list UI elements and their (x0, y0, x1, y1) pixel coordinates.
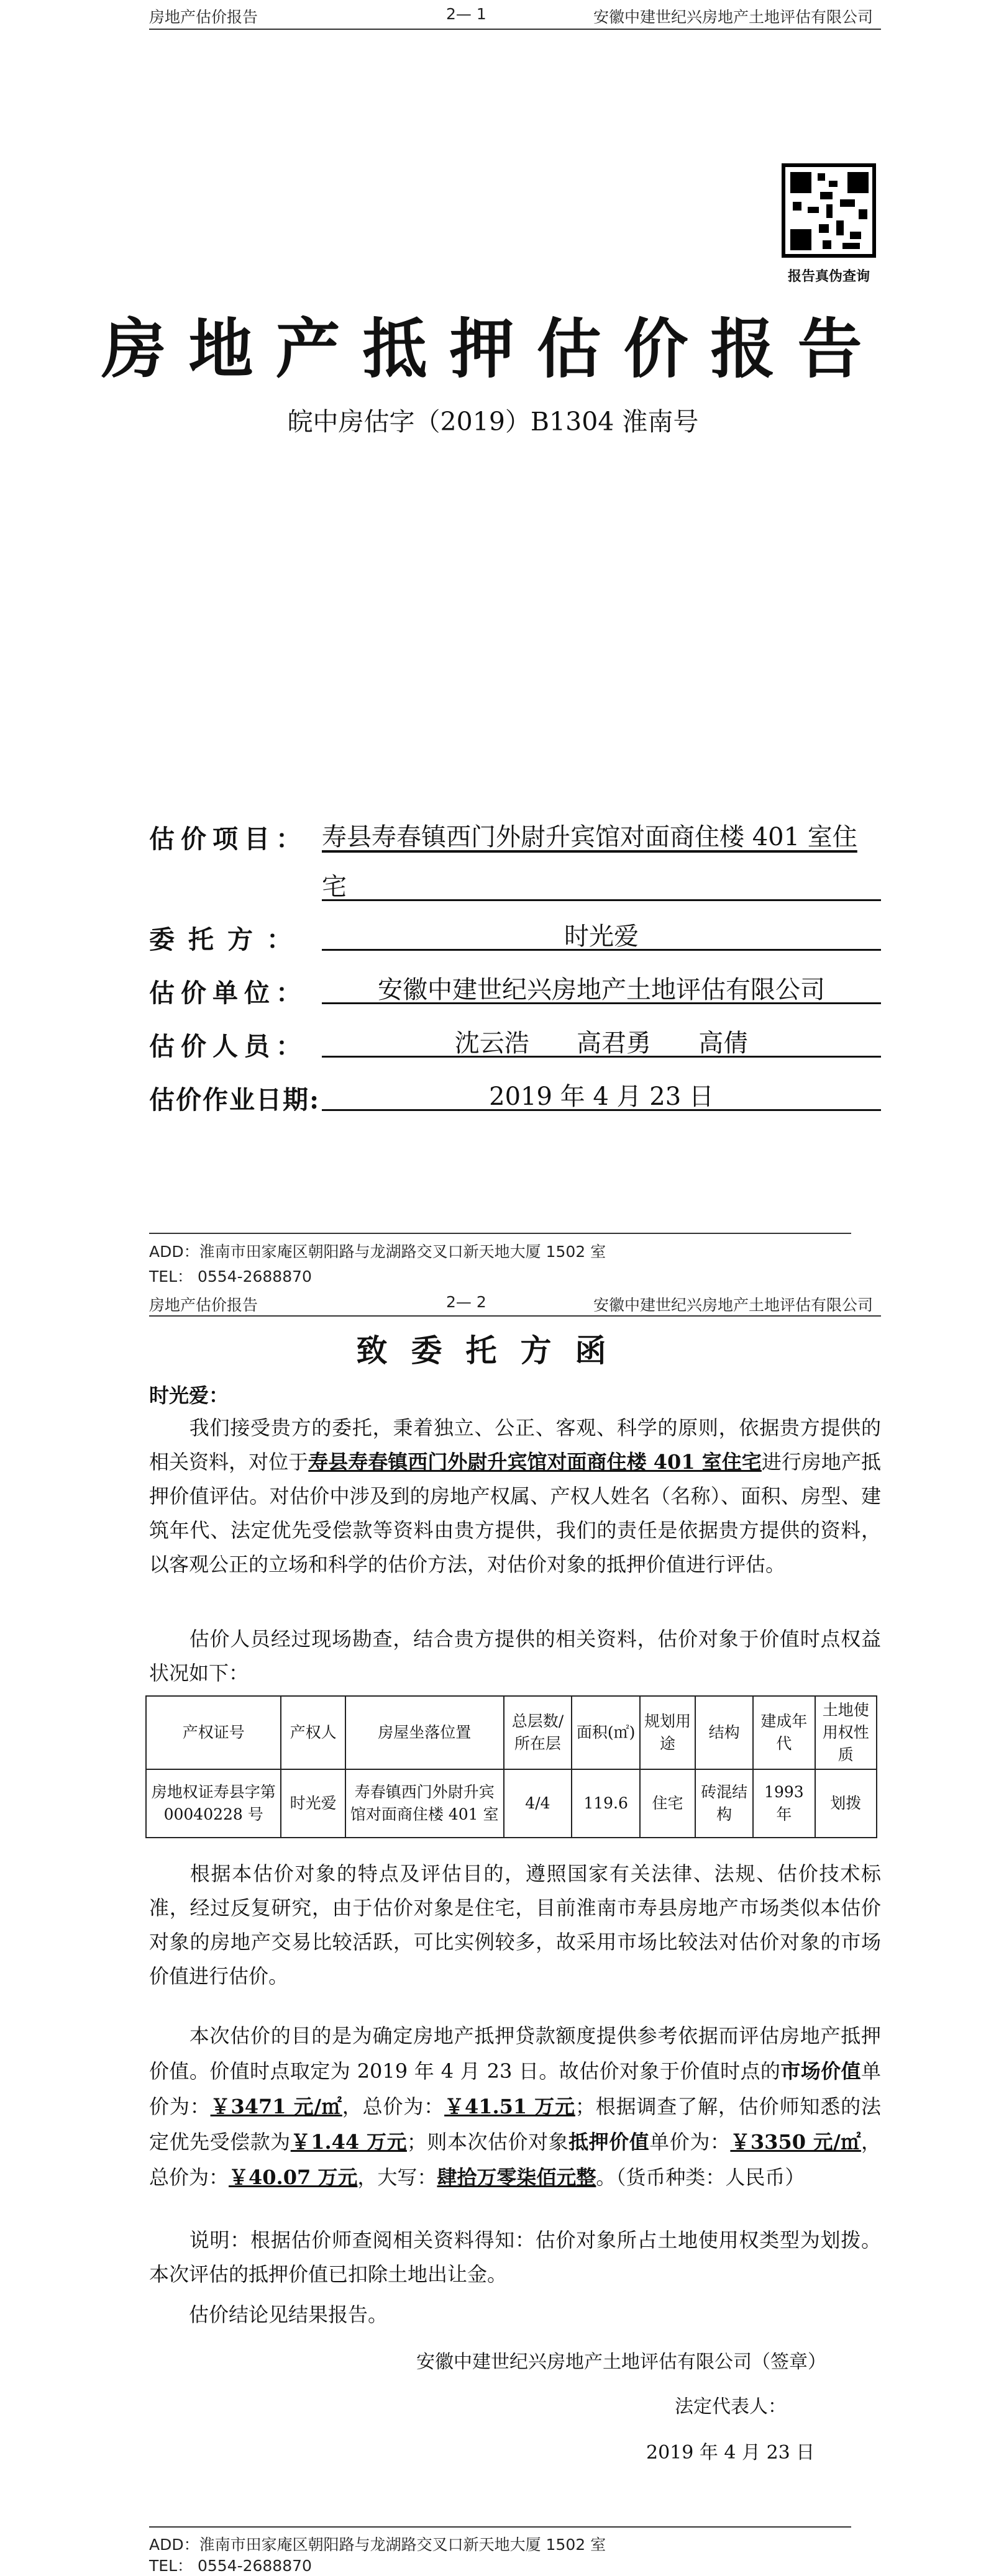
valuation-market-label: 市场价值 (780, 2059, 861, 2083)
signature-date: 2019 年 4 月 23 日 (646, 2442, 815, 2464)
table-cell-floors: 4/4 (504, 1769, 572, 1838)
valuation-mortgage-label: 抵押价值 (568, 2130, 650, 2154)
page2-header-page-number: 2— 2 (446, 1293, 486, 1311)
property-summary-table (145, 1695, 877, 1838)
field-label-appraiser-org: 估价单位： (149, 978, 308, 1008)
field-label-work-date: 估价作业日期: (149, 1085, 321, 1115)
page1-header-rule (149, 29, 881, 30)
priority-claim-amount: ￥1.44 万元 (290, 2130, 407, 2154)
field-value-appraiser-org: 安徽中建世纪兴房地产土地评估有限公司 (322, 970, 881, 1004)
page2-header-right: 安徽中建世纪兴房地产土地评估有限公司 (593, 1296, 874, 1314)
mortgage-unit-price: ￥3350 元/㎡ (730, 2130, 861, 2154)
field-value-appraisers: 沈云浩 高君勇 高倩 (322, 1023, 881, 1058)
page1-footer-tel: TEL： 0554-2688870 (149, 1268, 312, 1286)
table-cell-year: 1993 年 (753, 1769, 815, 1838)
signature-company: 安徽中建世纪兴房地产土地评估有限公司（签章） (416, 2351, 826, 2373)
table-header-cell: 产权人 (281, 1696, 345, 1769)
paragraph-intro (149, 1411, 881, 1582)
valuation-text: 单价为： (149, 2059, 881, 2118)
page1-footer-rule (149, 1233, 851, 1234)
table-header-cell: 房屋坐落位置 (345, 1696, 504, 1769)
paragraph-method-text: 根据本估价对象的特点及评估目的，遵照国家有关法律、法规、估价技术标准，经过反复研究，由于估价对象是住宅，目前淮南市寿县房地产市场类似本估价对象的房地产交易比较活跃，可比实例较多，故采用市场比较法对估价对象的市场价值进行估价。 (149, 1862, 881, 1988)
page1-footer-address: ADD：淮南市田家庵区朝阳路与龙湖路交叉口新天地大厦 1502 室 (149, 1243, 606, 1261)
paragraph-survey-text: 估价人员经过现场勘查，结合贵方提供的相关资料，估价对象于价值时点权益状况如下： (149, 1627, 881, 1685)
paragraph-survey (149, 1622, 881, 1690)
table-cell-usage: 住宅 (640, 1769, 695, 1838)
field-value-work-date: 2019 年 4 月 23 日 (322, 1077, 881, 1111)
valuation-text: ；根据调查了解，估价师知悉的法定优先受偿款为 (149, 2095, 881, 2154)
cover-title: 房地产抵押估价报告 (101, 311, 885, 387)
page2-header-left: 房地产估价报告 (149, 1296, 258, 1314)
valuation-text: ，总价为： (149, 2130, 881, 2189)
table-header-cell: 建成年代 (753, 1696, 815, 1769)
paragraph-intro-part1: 我们接受贵方的委托，秉着独立、公正、客观、科学的原则，依据贵方提供的相关资料，对位于 (149, 1416, 881, 1474)
table-header-cell: 结构 (695, 1696, 753, 1769)
qr-caption: 报告真伪查询 (787, 268, 870, 284)
paragraph-note-text: 说明：根据估价师查阅相关资料得知：估价对象所占土地使用权类型为划拨。本次评估的抵押价值已扣除土地出让金。 (149, 2228, 881, 2286)
table-cell-land-right: 划拨 (815, 1769, 877, 1838)
field-value-project-cont: 宅 (322, 867, 881, 901)
valuation-text: 单价为： (649, 2130, 731, 2154)
paragraph-note (149, 2223, 881, 2292)
table-header-cell: 总层数/所在层 (504, 1696, 572, 1769)
mortgage-total-price: ￥40.07 万元 (229, 2166, 358, 2189)
page2-footer-tel: TEL： 0554-2688870 (149, 2557, 312, 2575)
valuation-text: 本次估价的目的是为确定房地产抵押贷款额度提供参考依据而评估房地产抵押价值。价值时点取定为 2019 年 4 月 23 日。故估价对象于价值时点的 (149, 2024, 881, 2083)
paragraph-intro-address: 寿县寿春镇西门外尉升宾馆对面商住楼 401 室住宅 (308, 1450, 762, 1474)
table-cell-owner: 时光爱 (281, 1769, 345, 1838)
paragraph-method (149, 1857, 881, 1993)
field-value-project: 寿县寿春镇西门外尉升宾馆对面商住楼 401 室住 (322, 823, 857, 851)
report-number: 皖中房估字（2019）B1304 淮南号 (287, 407, 699, 437)
paragraph-valuation (149, 2018, 881, 2195)
page1-header-right: 安徽中建世纪兴房地产土地评估有限公司 (593, 8, 874, 26)
market-unit-price: ￥3471 元/㎡ (210, 2095, 342, 2118)
letter-salutation: 时光爱： (149, 1384, 229, 1407)
page2-header-rule (149, 1315, 881, 1317)
valuation-text: ；则本次估价对象 (406, 2130, 569, 2154)
page1-header-left: 房地产估价报告 (149, 8, 258, 26)
table-header-cell: 面积(㎡) (572, 1696, 640, 1769)
letter-title: 致委托方函 (356, 1332, 630, 1369)
table-cell-area: 119.6 (572, 1769, 640, 1838)
paragraph-intro-part2: 进行房地产抵押价值评估。对估价中涉及到的房地产权属、产权人姓名（名称）、面积、房型、建筑年代、法定优先受偿款等资料由贵方提供，我们的责任是依据贵方提供的资料，以客观公正的立场和科学的估价方法，对估价对象的抵押价值进行评估。 (149, 1450, 881, 1576)
page1-header-page-number: 2— 1 (446, 5, 486, 23)
mortgage-total-in-words: 肆拾万零柒佰元整 (437, 2166, 596, 2189)
table-cell-cert-no: 房地权证寿县字第00040228 号 (146, 1769, 281, 1838)
signature-legal-rep: 法定代表人： (675, 2396, 787, 2418)
market-total-price: ￥41.51 万元 (444, 2095, 575, 2118)
field-label-client: 委托方： (149, 925, 306, 955)
table-header-cell: 规划用途 (640, 1696, 695, 1769)
field-label-appraisers: 估价人员： (149, 1032, 308, 1061)
valuation-text: 。（货币种类：人民币） (596, 2166, 805, 2189)
page2-footer-address: ADD：淮南市田家庵区朝阳路与龙湖路交叉口新天地大厦 1502 室 (149, 2536, 606, 2554)
field-label-project: 估价项目： (149, 824, 308, 854)
valuation-text: ，总价为： (342, 2095, 445, 2118)
table-header-cell: 产权证号 (146, 1696, 281, 1769)
page2-footer-rule (149, 2526, 851, 2528)
qr-code-icon[interactable] (782, 163, 876, 258)
valuation-text: ，大写： (357, 2166, 437, 2189)
table-header-row (146, 1696, 877, 1769)
field-value-client: 时光爱 (322, 917, 881, 951)
table-cell-location: 寿春镇西门外尉升宾馆对面商住楼 401 室 (345, 1769, 504, 1838)
paragraph-conclusion (149, 2298, 881, 2332)
table-cell-structure: 砖混结构 (695, 1769, 753, 1838)
paragraph-conclusion-text: 估价结论见结果报告。 (189, 2303, 388, 2326)
table-header-cell: 土地使用权性质 (815, 1696, 877, 1769)
table-row (146, 1769, 877, 1838)
